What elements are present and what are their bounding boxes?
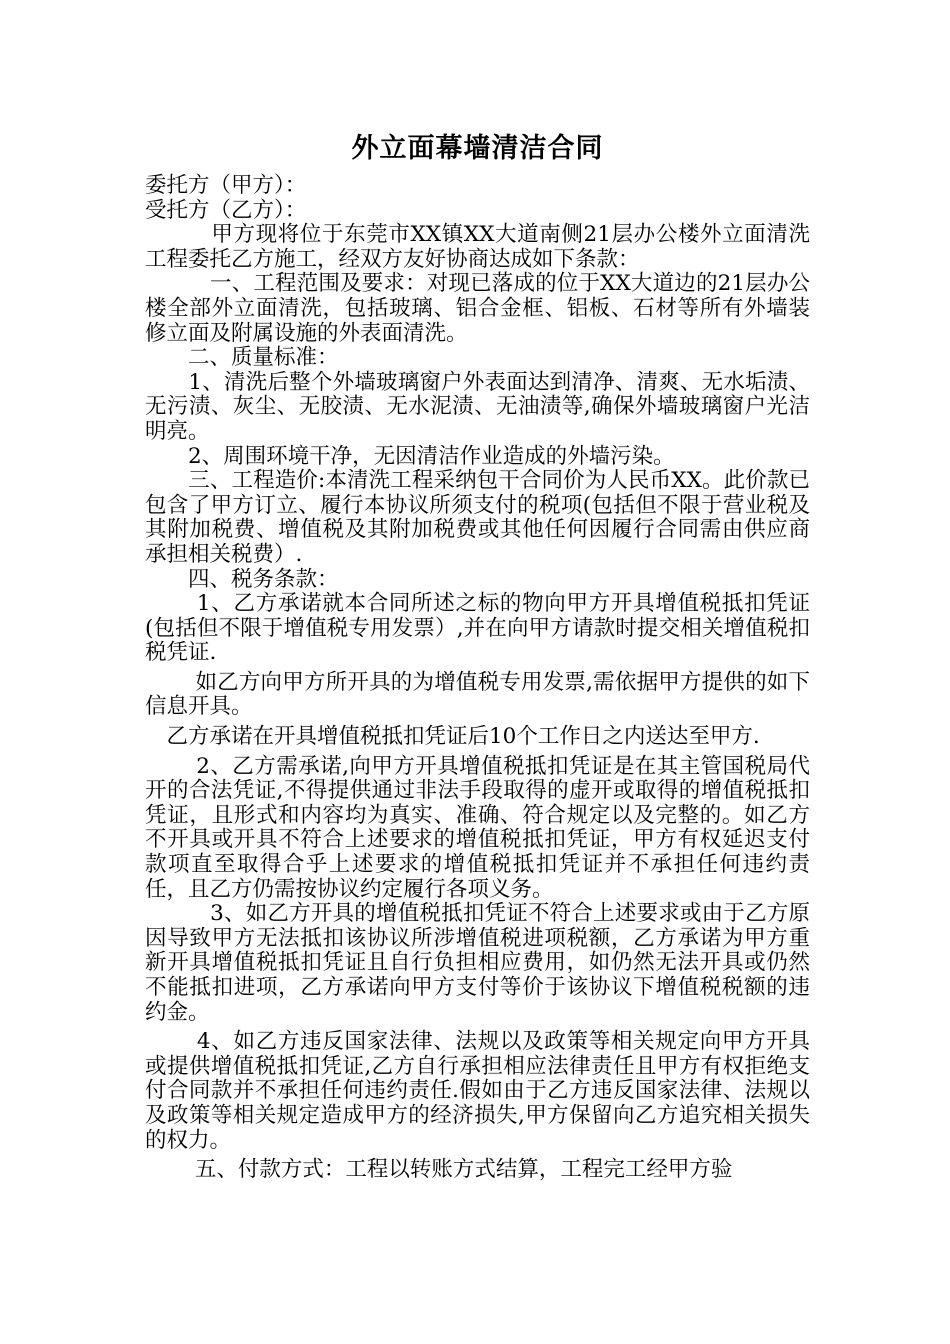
contractor-party-line: 受托方（乙方）：	[145, 197, 307, 223]
price-paragraph: 三、工程造价:本清洗工程采纳包干合同价为人民币XX。此价款已包含了甲方订立、履行本协议所须支付的税项(包括但不限于营业税及其附加税费、增值税及其附加税费或其他任何因履行合同需由供应商承担相关税费）.	[145, 468, 810, 567]
scope-paragraph: 一、工程范围及要求：对现已落成的位于XX大道边的21层办公楼全部外立面清洗，包括玻璃、铝合金框、铝板、石材等所有外墙装修立面及附属设施的外表面清洗。	[145, 271, 810, 346]
document-title: 外立面幕墙清洁合同	[351, 133, 604, 164]
tax-item-2: 2、乙方需承诺,向甲方开具增值税抵扣凭证是在其主管国税局代开的合法凭证,不得提供通过非法手段取得的虚开或取得的增值税抵扣凭证，且形式和内容均为真实、准确、符合规定以及完整的。如乙方不开具或开具不符合上述要求的增值税抵扣凭证，甲方有权延迟支付款项直至取得合乎上述要求的增值税抵扣凭证并不承担任何违约责任，且乙方仍需按协议约定履行各项义务。	[145, 753, 810, 902]
quality-item-1: 1、清洗后整个外墙玻璃窗户外表面达到清净、清爽、无水垢渍、无污渍、灰尘、无胶渍、无水泥渍、无油渍等,确保外墙玻璃窗户光洁明亮。	[145, 369, 810, 444]
quality-heading: 二、质量标准：	[145, 345, 339, 371]
tax-item-3: 3、如乙方开具的增值税抵扣凭证不符合上述要求或由于乙方原因导致甲方无法抵扣该协议所涉增值税进项税额，乙方承诺为甲方重新开具增值税抵扣凭证且自行负担相应费用，如仍然无法开具或仍然不能抵扣进项，乙方承诺向甲方支付等价于该协议下增值税税额的违约金。	[145, 901, 810, 1025]
tax-item-4: 4、如乙方违反国家法律、法规以及政策等相关规定向甲方开具或提供增值税抵扣凭证,乙方自行承担相应法律责任且甲方有权拒绝支付合同款并不承担任何违约责任.假如由于乙方违反国家法律、法规以及政策等相关规定造成甲方的经济损失,甲方保留向乙方追究相关损失的权力。	[145, 1029, 810, 1153]
tax-heading: 四、税务条款：	[145, 566, 339, 592]
document-body	[145, 128, 810, 1183]
tax-invoice-info: 如乙方向甲方所开具的为增值税专用发票,需依据甲方提供的如下信息开具。	[145, 669, 810, 720]
quality-item-2: 2、周围环境干净，无因清洁作业造成的外墙污染。	[145, 443, 675, 469]
tax-delivery-promise: 乙方承诺在开具增值税抵扣凭证后10个工作日之内送达至甲方.	[145, 724, 760, 750]
client-party-line: 委托方（甲方）：	[145, 173, 307, 198]
payment-paragraph: 五、付款方式：工程以转账方式结算，工程完工经甲方验	[145, 1157, 733, 1183]
intro-paragraph: 甲方现将位于东莞市XX镇XX大道南侧21层办公楼外立面清洗工程委托乙方施工，经双方友好协商达成如下条款：	[145, 222, 810, 272]
tax-item-1: 1、乙方承诺就本合同所述之标的物向甲方开具增值税抵扣凭证(包括但不限于增值税专用发票）,并在向甲方请款时提交相关增值税扣税凭证.	[145, 591, 810, 666]
